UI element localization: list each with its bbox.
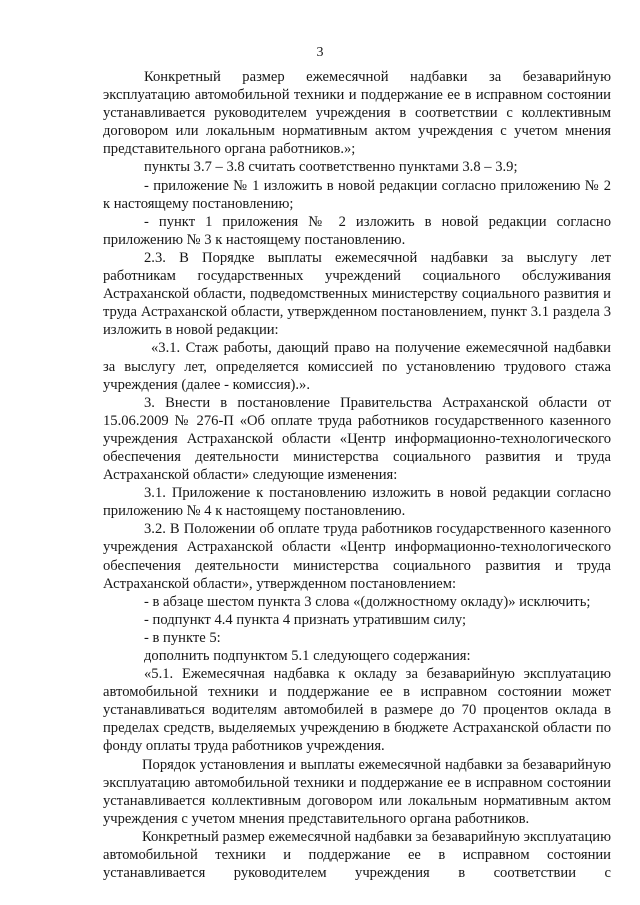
paragraph: 3.1. Приложение к постановлению изложить в новой редакции согласно приложению № 4 к настоящему постановлению.	[103, 485, 611, 520]
paragraph: пункты 3.7 – 3.8 считать соответственно пунктами 3.8 – 3.9;	[144, 159, 518, 176]
paragraph: 3.2. В Положении об оплате труда работников государственного казенного учреждения Астраханской области «Центр информационно-технологического обеспечения деятельности министерства социального развития и труда Астраханской области», утвержденном постановлением:	[103, 521, 611, 592]
page-number: 3	[316, 45, 324, 60]
paragraph: Конкретный размер ежемесячной надбавки за безаварийную эксплуатацию автомобильной техники и поддержание ее в исправном состоянии устанавливается руководителем учреждения в соответствии с	[103, 828, 611, 882]
paragraph: - подпункт 4.4 пункта 4 признать утратившим силу;	[144, 611, 467, 628]
paragraph: - приложение № 1 изложить в новой редакции согласно приложению № 2 к настоящему постановлению;	[103, 177, 611, 212]
paragraph: дополнить подпунктом 5.1 следующего содержания:	[144, 648, 471, 664]
paragraph: - в абзаце шестом пункта 3 слова «(должностному окладу)» исключить;	[144, 593, 591, 610]
paragraph: Порядок установления и выплаты ежемесячной надбавки за безаварийную эксплуатацию автомобильной техники и поддержание ее в исправном состоянии устанавливается коллективным договором или локальным нормативным актом учреждения с учетом мнения представительного органа работников.	[103, 756, 611, 827]
paragraph: - в пункте 5:	[144, 629, 221, 646]
paragraph: 2.3. В Порядке выплаты ежемесячной надбавки за выслугу лет работникам государственных учреждений социального обслуживания Астраханской области, подведомственных министерству социального развития и труда Астраханской области, утвержденном постановлением, пункт 3.1 раздела 3 изложить в новой редакции:	[103, 249, 611, 339]
paragraph: «3.1. Стаж работы, дающий право на получение ежемесячной надбавки за выслугу лет, определяется комиссией по установлению трудового стажа учреждения (далее - комиссия).».	[103, 340, 611, 393]
paragraph: - пункт 1 приложения № 2 изложить в новой редакции согласно приложению № 3 к настоящему постановлению.	[103, 213, 611, 248]
paragraph: Конкретный размер ежемесячной надбавки за безаварийную эксплуатацию автомобильной техники и поддержание ее в исправном состоянии устанавливается руководителем учреждения в соответствии с коллективным договором или локальным нормативным актом учреждения с учетом мнения представительного органа работников.»;	[103, 69, 611, 158]
paragraph: 3. Внести в постановление Правительства Астраханской области от 15.06.2009 № 276-П «Об оплате труда работников государственного казенного учреждения Астраханской области «Центр информационно-технологического обеспечения деятельности министерства социального развития и труда Астраханской области» следующие изменения:	[103, 394, 611, 484]
document-body	[103, 68, 611, 882]
paragraph: «5.1. Ежемесячная надбавка к окладу за безаварийную эксплуатацию автомобильной техники и поддержание ее в исправном состоянии может устанавливаться водителям автомобилей в размере до 70 процентов оклада в пределах средств, выделяемых учреждению в бюджете Астраханской области по фонду оплаты труда работников учреждения.	[103, 666, 611, 755]
